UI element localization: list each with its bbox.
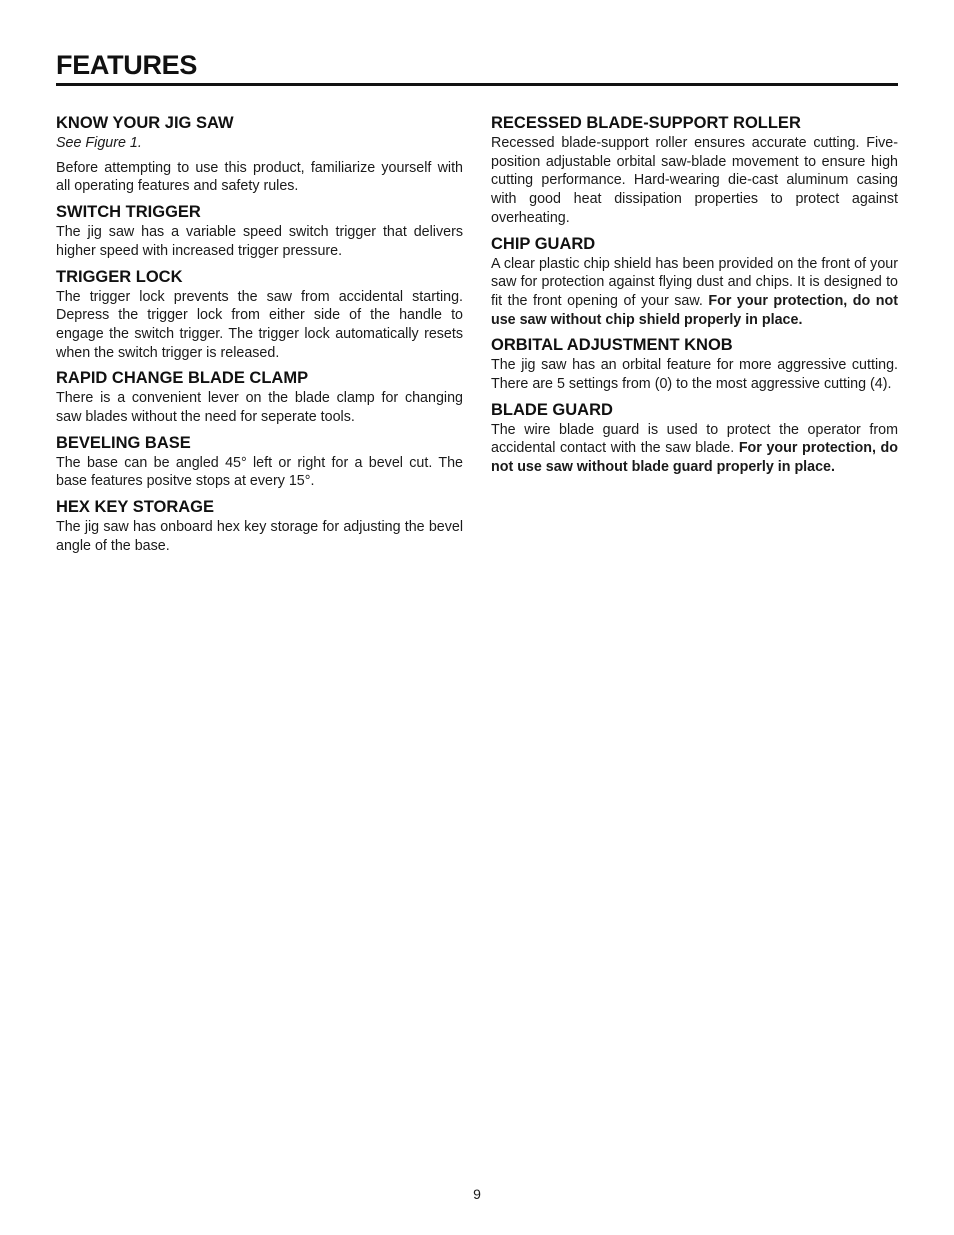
section-body: The jig saw has onboard hex key storage for adjusting the bevel angle of the base. [56, 519, 463, 554]
section-recessed-blade-support-roller [491, 113, 898, 228]
left-column [56, 113, 463, 562]
page-title: FEATURES [56, 50, 198, 80]
section-body: Before attempting to use this product, familiarize yourself with all operating features and safety rules. [56, 159, 463, 195]
section-hex-key-storage [56, 497, 463, 555]
section-body: There is a convenient lever on the blade clamp for changing saw blades without the need for seperate tools. [56, 390, 463, 426]
section-heading: RECESSED BLADE-SUPPORT ROLLER [491, 114, 801, 132]
section-body: The jig saw has an orbital feature for more aggressive cutting. There are 5 settings from (0) to the most aggressive cutting (4). [491, 357, 898, 393]
section-orbital-adjustment-knob [491, 335, 898, 393]
page-number: 9 [473, 1186, 481, 1202]
section-heading: BEVELING BASE [56, 433, 191, 452]
right-column [491, 113, 898, 483]
section-body [491, 421, 898, 477]
section-know-your-jig-saw [56, 113, 463, 196]
section-blade-guard [491, 400, 898, 477]
section-chip-guard [491, 234, 898, 330]
section-rapid-change-blade-clamp [56, 368, 463, 426]
section-trigger-lock [56, 267, 463, 363]
section-heading: RAPID CHANGE BLADE CLAMP [56, 369, 309, 388]
section-heading: CHIP GUARD [491, 234, 596, 253]
figure-reference: See Figure 1. [56, 135, 142, 151]
title-divider [56, 83, 898, 86]
section-body-text: A clear plastic chip shield has been provided on the front of your saw for protection against flying dust and chips. It is designed to fit the front opening of your saw. [491, 255, 898, 309]
section-switch-trigger [56, 202, 463, 260]
section-heading: BLADE GUARD [491, 400, 613, 419]
section-heading: ORBITAL ADJUSTMENT KNOB [491, 336, 733, 355]
section-beveling-base [56, 433, 463, 491]
section-body-text: The wire blade guard is used to protect the operator from accidental contact with the saw blade. [491, 421, 898, 457]
section-heading: KNOW YOUR JIG SAW [56, 114, 234, 132]
section-body [491, 255, 898, 330]
safety-warning: For your protection, do not use saw without blade guard properly in place. [491, 440, 899, 476]
section-body: Recessed blade-support roller ensures accurate cutting. Five-position adjustable orbital saw-blade movement to ensure high cutting performance. Hard-wearing die-cast aluminum casing with good heat dissipation properties to protect against overheating. [491, 135, 898, 226]
section-heading: TRIGGER LOCK [56, 267, 183, 286]
section-body: The jig saw has a variable speed switch trigger that delivers higher speed with increased trigger pressure. [56, 224, 463, 259]
section-body: The base can be angled 45° left or right for a bevel cut. The base features positve stops at every 15°. [56, 454, 463, 490]
safety-warning: For your protection, do not use saw without chip shield properly in place. [491, 292, 898, 328]
section-heading: HEX KEY STORAGE [56, 498, 215, 517]
section-heading: SWITCH TRIGGER [56, 203, 201, 222]
section-body: The trigger lock prevents the saw from accidental starting. Depress the trigger lock from either side of the handle to engage the switch trigger. The trigger lock automatically resets when the switch trigger is released. [56, 288, 463, 361]
